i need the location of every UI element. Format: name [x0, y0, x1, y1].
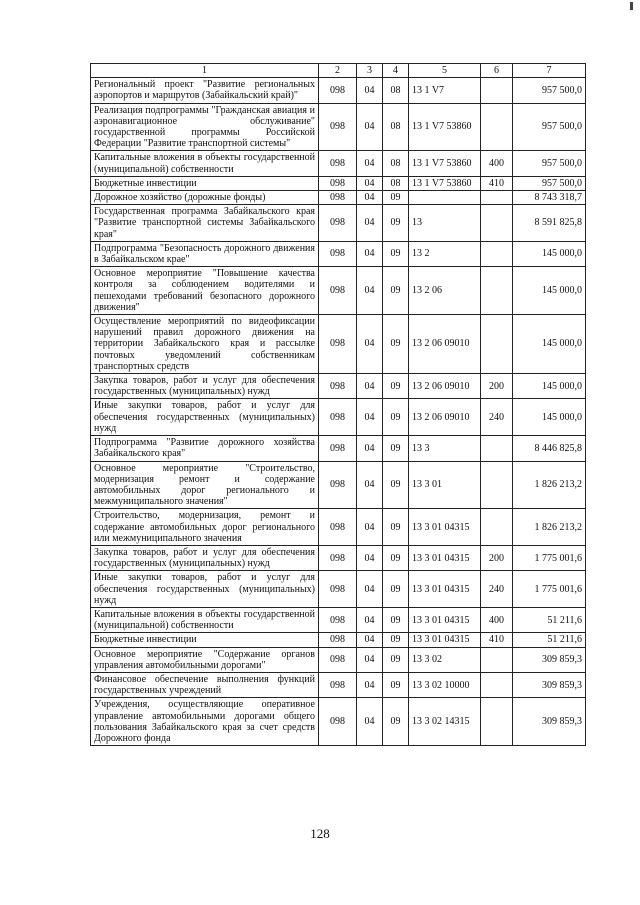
header-cell: 3 [357, 64, 383, 78]
subsection-cell: 09 [383, 571, 409, 608]
page-number: 128 [310, 826, 330, 841]
expense-type-cell: 240 [481, 399, 513, 436]
item-name-cell: Подпрограмма "Безопасность дорожного движения в Забайкальском крае" [91, 241, 319, 266]
section-cell: 04 [357, 267, 383, 315]
expense-type-cell: 200 [481, 545, 513, 570]
subsection-cell: 08 [383, 103, 409, 151]
amount-cell: 145 000,0 [513, 374, 586, 399]
target-article-cell: 13 3 01 04315 [409, 545, 481, 570]
section-cell: 04 [357, 461, 383, 509]
target-article-cell: 13 3 01 [409, 461, 481, 509]
section-cell: 04 [357, 436, 383, 461]
expense-type-cell: 400 [481, 151, 513, 176]
item-name-cell: Осуществление мероприятий по видеофиксации нарушений правил дорожного движения на территории Забайкальского края и рассылке почтовых уведомлений собственникам транспортных средств [91, 315, 319, 374]
amount-cell: 51 211,6 [513, 607, 586, 632]
table-row [91, 374, 586, 399]
subsection-cell: 09 [383, 633, 409, 647]
target-article-cell: 13 3 02 14315 [409, 698, 481, 746]
target-article-cell: 13 2 [409, 241, 481, 266]
target-article-cell: 13 2 06 09010 [409, 315, 481, 374]
section-cell: 04 [357, 399, 383, 436]
admin-code-cell: 098 [319, 633, 357, 647]
table-row [91, 633, 586, 647]
expense-type-cell [481, 267, 513, 315]
expense-type-cell: 410 [481, 176, 513, 190]
header-cell: 6 [481, 64, 513, 78]
expense-type-cell: 400 [481, 607, 513, 632]
subsection-cell: 09 [383, 647, 409, 672]
scan-artifact [630, 2, 633, 10]
expense-type-cell [481, 315, 513, 374]
amount-cell: 309 859,3 [513, 698, 586, 746]
amount-cell: 957 500,0 [513, 103, 586, 151]
table-row [91, 607, 586, 632]
amount-cell: 145 000,0 [513, 241, 586, 266]
target-article-cell: 13 3 [409, 436, 481, 461]
subsection-cell: 09 [383, 436, 409, 461]
item-name-cell: Капитальные вложения в объекты государственной (муниципальной) собственности [91, 151, 319, 176]
subsection-cell: 09 [383, 607, 409, 632]
header-cell: 2 [319, 64, 357, 78]
amount-cell: 957 500,0 [513, 176, 586, 190]
item-name-cell: Основное мероприятие "Повышение качества контроля за соблюдением водителями и пешеходами требований безопасного дорожного движения" [91, 267, 319, 315]
table-row [91, 151, 586, 176]
table-row [91, 571, 586, 608]
item-name-cell: Финансовое обеспечение выполнения функций государственных учреждений [91, 672, 319, 697]
amount-cell: 1 775 001,6 [513, 545, 586, 570]
admin-code-cell: 098 [319, 205, 357, 242]
header-cell: 1 [91, 64, 319, 78]
subsection-cell: 09 [383, 672, 409, 697]
target-article-cell: 13 2 06 [409, 267, 481, 315]
admin-code-cell: 098 [319, 647, 357, 672]
section-cell: 04 [357, 151, 383, 176]
admin-code-cell: 098 [319, 461, 357, 509]
target-article-cell: 13 3 01 04315 [409, 571, 481, 608]
table-row [91, 672, 586, 697]
table-row [91, 315, 586, 374]
table-row [91, 399, 586, 436]
target-article-cell: 13 1 V7 53860 [409, 151, 481, 176]
subsection-cell: 09 [383, 545, 409, 570]
subsection-cell: 08 [383, 78, 409, 103]
target-article-cell: 13 1 V7 53860 [409, 176, 481, 190]
target-article-cell: 13 3 01 04315 [409, 509, 481, 546]
item-name-cell: Учреждения, осуществляющие оперативное управление автомобильными дорогами общего пользования Забайкальского края за счет средств Дорожного фонда [91, 698, 319, 746]
section-cell: 04 [357, 374, 383, 399]
expense-type-cell: 410 [481, 633, 513, 647]
amount-cell: 309 859,3 [513, 672, 586, 697]
target-article-cell: 13 [409, 205, 481, 242]
section-cell: 04 [357, 698, 383, 746]
admin-code-cell: 098 [319, 315, 357, 374]
amount-cell: 309 859,3 [513, 647, 586, 672]
subsection-cell: 09 [383, 241, 409, 266]
item-name-cell: Основное мероприятие "Строительство, модернизация ремонт и содержание автомобильных дорог регионального и межмуниципального значения" [91, 461, 319, 509]
admin-code-cell: 098 [319, 607, 357, 632]
target-article-cell [409, 191, 481, 205]
table-row [91, 103, 586, 151]
target-article-cell: 13 1 V7 [409, 78, 481, 103]
admin-code-cell: 098 [319, 509, 357, 546]
item-name-cell: Иные закупки товаров, работ и услуг для обеспечения государственных (муниципальных) нужд [91, 571, 319, 608]
amount-cell: 957 500,0 [513, 78, 586, 103]
subsection-cell: 09 [383, 267, 409, 315]
subsection-cell: 09 [383, 374, 409, 399]
table-row [91, 461, 586, 509]
amount-cell: 145 000,0 [513, 399, 586, 436]
subsection-cell: 09 [383, 509, 409, 546]
section-cell: 04 [357, 78, 383, 103]
item-name-cell: Капитальные вложения в объекты государственной (муниципальной) собственности [91, 607, 319, 632]
section-cell: 04 [357, 103, 383, 151]
expense-type-cell [481, 509, 513, 546]
table-row [91, 647, 586, 672]
admin-code-cell: 098 [319, 571, 357, 608]
admin-code-cell: 098 [319, 241, 357, 266]
section-cell: 04 [357, 545, 383, 570]
admin-code-cell: 098 [319, 267, 357, 315]
admin-code-cell: 098 [319, 436, 357, 461]
item-name-cell: Строительство, модернизация, ремонт и содержание автомобильных дорог регионального или межмуниципального значения [91, 509, 319, 546]
subsection-cell: 09 [383, 315, 409, 374]
admin-code-cell: 098 [319, 399, 357, 436]
target-article-cell: 13 3 02 [409, 647, 481, 672]
target-article-cell: 13 3 01 04315 [409, 607, 481, 632]
expense-type-cell [481, 241, 513, 266]
target-article-cell: 13 2 06 09010 [409, 374, 481, 399]
expense-type-cell: 240 [481, 571, 513, 608]
admin-code-cell: 098 [319, 151, 357, 176]
table-row [91, 545, 586, 570]
admin-code-cell: 098 [319, 545, 357, 570]
target-article-cell: 13 3 01 04315 [409, 633, 481, 647]
amount-cell: 145 000,0 [513, 315, 586, 374]
header-cell: 4 [383, 64, 409, 78]
expense-type-cell [481, 672, 513, 697]
table-row [91, 698, 586, 746]
table-row [91, 78, 586, 103]
section-cell: 04 [357, 672, 383, 697]
table-body [91, 78, 586, 746]
section-cell: 04 [357, 205, 383, 242]
amount-cell: 957 500,0 [513, 151, 586, 176]
admin-code-cell: 098 [319, 191, 357, 205]
item-name-cell: Закупка товаров, работ и услуг для обеспечения государственных (муниципальных) нужд [91, 545, 319, 570]
admin-code-cell: 098 [319, 698, 357, 746]
amount-cell: 1 775 001,6 [513, 571, 586, 608]
expense-type-cell: 200 [481, 374, 513, 399]
amount-cell: 8 743 318,7 [513, 191, 586, 205]
item-name-cell: Иные закупки товаров, работ и услуг для обеспечения государственных (муниципальных) нужд [91, 399, 319, 436]
target-article-cell: 13 3 02 10000 [409, 672, 481, 697]
expense-type-cell [481, 461, 513, 509]
section-cell: 04 [357, 571, 383, 608]
header-cell: 5 [409, 64, 481, 78]
table-row [91, 267, 586, 315]
subsection-cell: 09 [383, 698, 409, 746]
item-name-cell: Основное мероприятие "Содержание органов управления автомобильными дорогами" [91, 647, 319, 672]
table-row [91, 509, 586, 546]
expense-type-cell [481, 698, 513, 746]
section-cell: 04 [357, 176, 383, 190]
admin-code-cell: 098 [319, 672, 357, 697]
header-cell: 7 [513, 64, 586, 78]
admin-code-cell: 098 [319, 176, 357, 190]
subsection-cell: 09 [383, 399, 409, 436]
section-cell: 04 [357, 607, 383, 632]
expense-type-cell [481, 103, 513, 151]
expense-type-cell [481, 78, 513, 103]
section-cell: 04 [357, 191, 383, 205]
table-row [91, 241, 586, 266]
amount-cell: 8 446 825,8 [513, 436, 586, 461]
target-article-cell: 13 2 06 09010 [409, 399, 481, 436]
section-cell: 04 [357, 241, 383, 266]
item-name-cell: Закупка товаров, работ и услуг для обеспечения государственных (муниципальных) нужд [91, 374, 319, 399]
amount-cell: 8 591 825,8 [513, 205, 586, 242]
subsection-cell: 08 [383, 151, 409, 176]
target-article-cell: 13 1 V7 53860 [409, 103, 481, 151]
table-row [91, 176, 586, 190]
expense-type-cell [481, 205, 513, 242]
item-name-cell: Дорожное хозяйство (дорожные фонды) [91, 191, 319, 205]
admin-code-cell: 098 [319, 103, 357, 151]
amount-cell: 51 211,6 [513, 633, 586, 647]
table-row [91, 436, 586, 461]
item-name-cell: Бюджетные инвестиции [91, 633, 319, 647]
table-row [91, 205, 586, 242]
section-cell: 04 [357, 509, 383, 546]
item-name-cell: Подпрограмма "Развитие дорожного хозяйства Забайкальского края" [91, 436, 319, 461]
subsection-cell: 08 [383, 176, 409, 190]
expense-type-cell [481, 191, 513, 205]
expense-type-cell [481, 436, 513, 461]
table-header-row [91, 64, 586, 78]
expense-type-cell [481, 647, 513, 672]
admin-code-cell: 098 [319, 78, 357, 103]
amount-cell: 1 826 213,2 [513, 461, 586, 509]
section-cell: 04 [357, 633, 383, 647]
section-cell: 04 [357, 315, 383, 374]
subsection-cell: 09 [383, 461, 409, 509]
item-name-cell: Реализация подпрограммы "Гражданская авиация и аэронавигационное обслуживание" государственной программы Российской Федерации "Развитие транспортной системы" [91, 103, 319, 151]
item-name-cell: Государственная программа Забайкальского края "Развитие транспортной системы Забайкальского края" [91, 205, 319, 242]
section-cell: 04 [357, 647, 383, 672]
amount-cell: 1 826 213,2 [513, 509, 586, 546]
admin-code-cell: 098 [319, 374, 357, 399]
item-name-cell: Бюджетные инвестиции [91, 176, 319, 190]
subsection-cell: 09 [383, 205, 409, 242]
item-name-cell: Региональный проект "Развитие региональных аэропортов и маршрутов (Забайкальский край)" [91, 78, 319, 103]
amount-cell: 145 000,0 [513, 267, 586, 315]
subsection-cell: 09 [383, 191, 409, 205]
table-row [91, 191, 586, 205]
budget-table [90, 63, 586, 746]
